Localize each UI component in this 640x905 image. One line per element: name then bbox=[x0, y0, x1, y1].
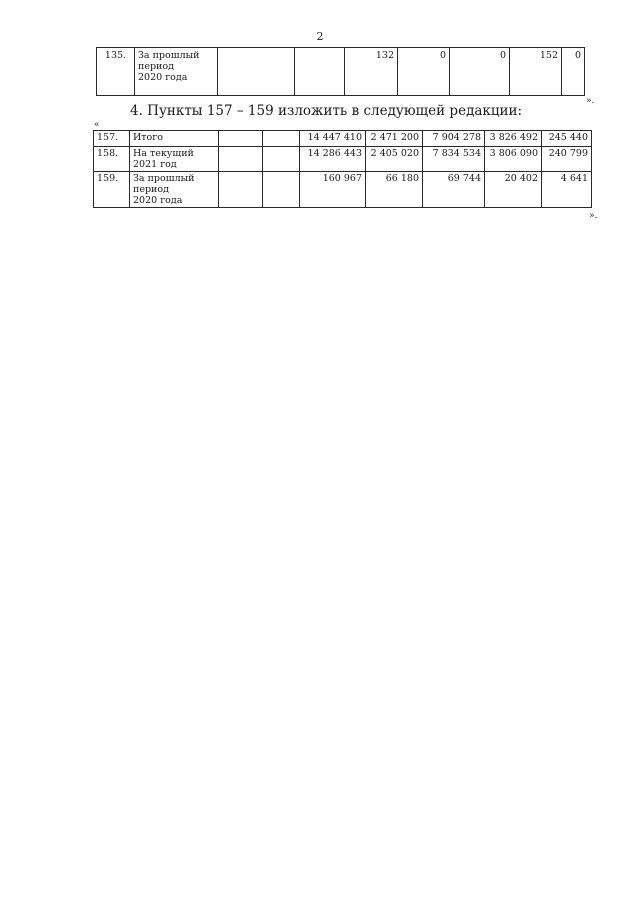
row-label-line: На текущий bbox=[133, 148, 194, 159]
row-label bbox=[130, 147, 219, 172]
cell-value: 20 402 bbox=[485, 172, 542, 208]
opening-quote: « bbox=[94, 120, 100, 130]
table-row bbox=[94, 147, 592, 172]
amendment-table-items-157-159 bbox=[93, 130, 592, 208]
cell-empty bbox=[263, 147, 300, 172]
cell-value: 2 405 020 bbox=[366, 147, 423, 172]
cell-empty bbox=[263, 131, 300, 147]
cell-value: 66 180 bbox=[366, 172, 423, 208]
row-label bbox=[135, 48, 218, 96]
row-label-line: За прошлый bbox=[138, 50, 200, 61]
cell-value: 245 440 bbox=[542, 131, 592, 147]
table-row bbox=[94, 172, 592, 208]
table-row bbox=[94, 131, 592, 147]
row-label-line: 2020 года bbox=[138, 72, 188, 83]
row-index: 157. bbox=[94, 131, 130, 147]
cell-empty bbox=[219, 131, 263, 147]
cell-value: 3 826 492 bbox=[485, 131, 542, 147]
row-index: 159. bbox=[94, 172, 130, 208]
row-label-line: период bbox=[138, 61, 174, 72]
instruction-heading: 4. Пункты 157 – 159 изложить в следующей редакции: bbox=[130, 103, 523, 119]
cell-empty bbox=[295, 48, 345, 96]
cell-empty bbox=[218, 48, 295, 96]
cell-empty bbox=[263, 172, 300, 208]
row-label-line: 2021 год bbox=[133, 159, 177, 170]
row-label-line: 2020 года bbox=[133, 195, 183, 206]
cell-value: 14 447 410 bbox=[300, 131, 366, 147]
row-label-line: период bbox=[133, 184, 169, 195]
cell-value: 69 744 bbox=[423, 172, 485, 208]
cell-value: 3 806 090 bbox=[485, 147, 542, 172]
row-label-line: Итого bbox=[133, 132, 163, 143]
row-label bbox=[130, 172, 219, 208]
amendment-table-item-135 bbox=[96, 47, 585, 96]
cell-value: 0 bbox=[398, 48, 450, 96]
closing-quote: ». bbox=[586, 96, 595, 106]
cell-value: 7 904 278 bbox=[423, 131, 485, 147]
page-number: 2 bbox=[316, 30, 324, 43]
cell-value: 7 834 534 bbox=[423, 147, 485, 172]
cell-value: 132 bbox=[345, 48, 398, 96]
cell-empty bbox=[219, 147, 263, 172]
cell-value: 2 471 200 bbox=[366, 131, 423, 147]
cell-empty bbox=[219, 172, 263, 208]
row-label-line: За прошлый bbox=[133, 173, 195, 184]
cell-value: 0 bbox=[450, 48, 510, 96]
cell-value: 0 bbox=[562, 48, 585, 96]
row-index: 158. bbox=[94, 147, 130, 172]
closing-quote: ». bbox=[589, 211, 598, 221]
cell-value: 4 641 bbox=[542, 172, 592, 208]
cell-value: 160 967 bbox=[300, 172, 366, 208]
cell-value: 240 799 bbox=[542, 147, 592, 172]
cell-value: 14 286 443 bbox=[300, 147, 366, 172]
table-row bbox=[97, 48, 585, 96]
cell-value: 152 bbox=[510, 48, 562, 96]
row-index: 135. bbox=[97, 48, 135, 96]
row-label bbox=[130, 131, 219, 147]
